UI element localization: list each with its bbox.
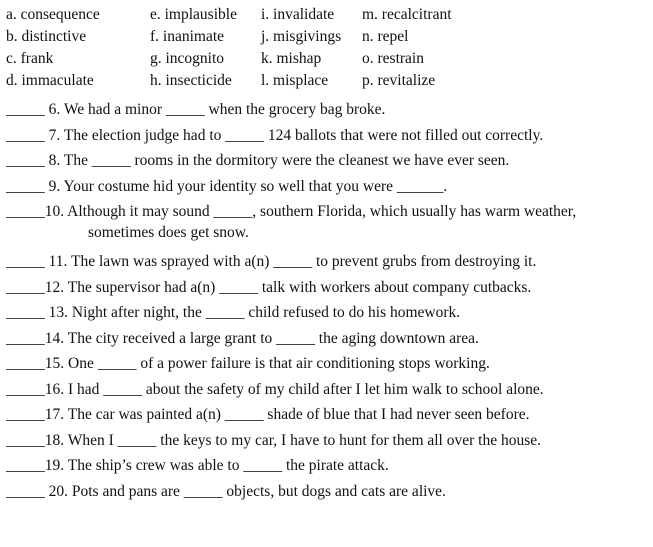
word-option: n. repel [362,28,409,45]
question-17: _____17. The car was painted a(n) _____ shade of blue that I had never seen before. [6,406,530,423]
word-option: m. recalcitrant [362,6,452,23]
word-option: e. implausible [150,6,237,23]
word-option: i. invalidate [261,6,335,23]
question-10-line-2: sometimes does get snow. [88,224,249,241]
word-option: h. insecticide [150,72,232,89]
question-14: _____14. The city received a large grant to _____ the aging downtown area. [6,329,479,347]
word-bank-row [6,70,646,92]
word-option: g. incognito [150,50,225,67]
word-option: l. misplace [261,72,329,89]
question-18: _____18. When I _____ the keys to my car, I have to hunt for them all over the house. [6,431,542,449]
question-10-line-1: _____10. Although it may sound _____, southern Florida, which usually has warm weather, [6,203,577,220]
question-15: _____15. One _____ of a power failure is that air conditioning stops working. [6,355,490,372]
question-10 [6,202,646,246]
question-20: _____ 20. Pots and pans are _____ objects, but dogs and cats are alive. [6,482,446,500]
question-16: _____16. I had _____ about the safety of my child after I let him walk to school alone. [6,380,544,398]
question-19: _____19. The ship’s crew was able to _____ the pirate attack. [6,457,389,474]
question-9: _____ 9. Your costume hid your identity so well that you were ______. [6,177,448,195]
word-bank [6,4,646,92]
word-option: j. misgivings [261,28,342,45]
word-bank-row [6,4,646,26]
question-list [6,100,646,507]
word-option: p. revitalize [362,72,436,89]
word-option: k. mishap [261,50,322,67]
word-option: b. distinctive [6,28,87,45]
word-option: d. immaculate [6,72,94,89]
question-13: _____ 13. Night after night, the _____ child refused to do his homework. [6,304,461,321]
question-12: _____12. The supervisor had a(n) _____ talk with workers about company cutbacks. [6,278,532,296]
word-option: o. restrain [362,50,424,67]
word-bank-row [6,48,646,70]
word-option: c. frank [6,50,54,67]
question-11: _____ 11. The lawn was sprayed with a(n) _____ to prevent grubs from destroying it. [6,253,537,270]
question-7: _____ 7. The election judge had to _____ 124 ballots that were not filled out correctly. [6,126,544,144]
word-option: a. consequence [6,6,100,23]
question-8: _____ 8. The _____ rooms in the dormitory were the cleanest we have ever seen. [6,152,510,169]
word-bank-row [6,26,646,48]
word-option: f. inanimate [150,28,225,45]
question-6: _____ 6. We had a minor _____ when the grocery bag broke. [6,101,386,118]
